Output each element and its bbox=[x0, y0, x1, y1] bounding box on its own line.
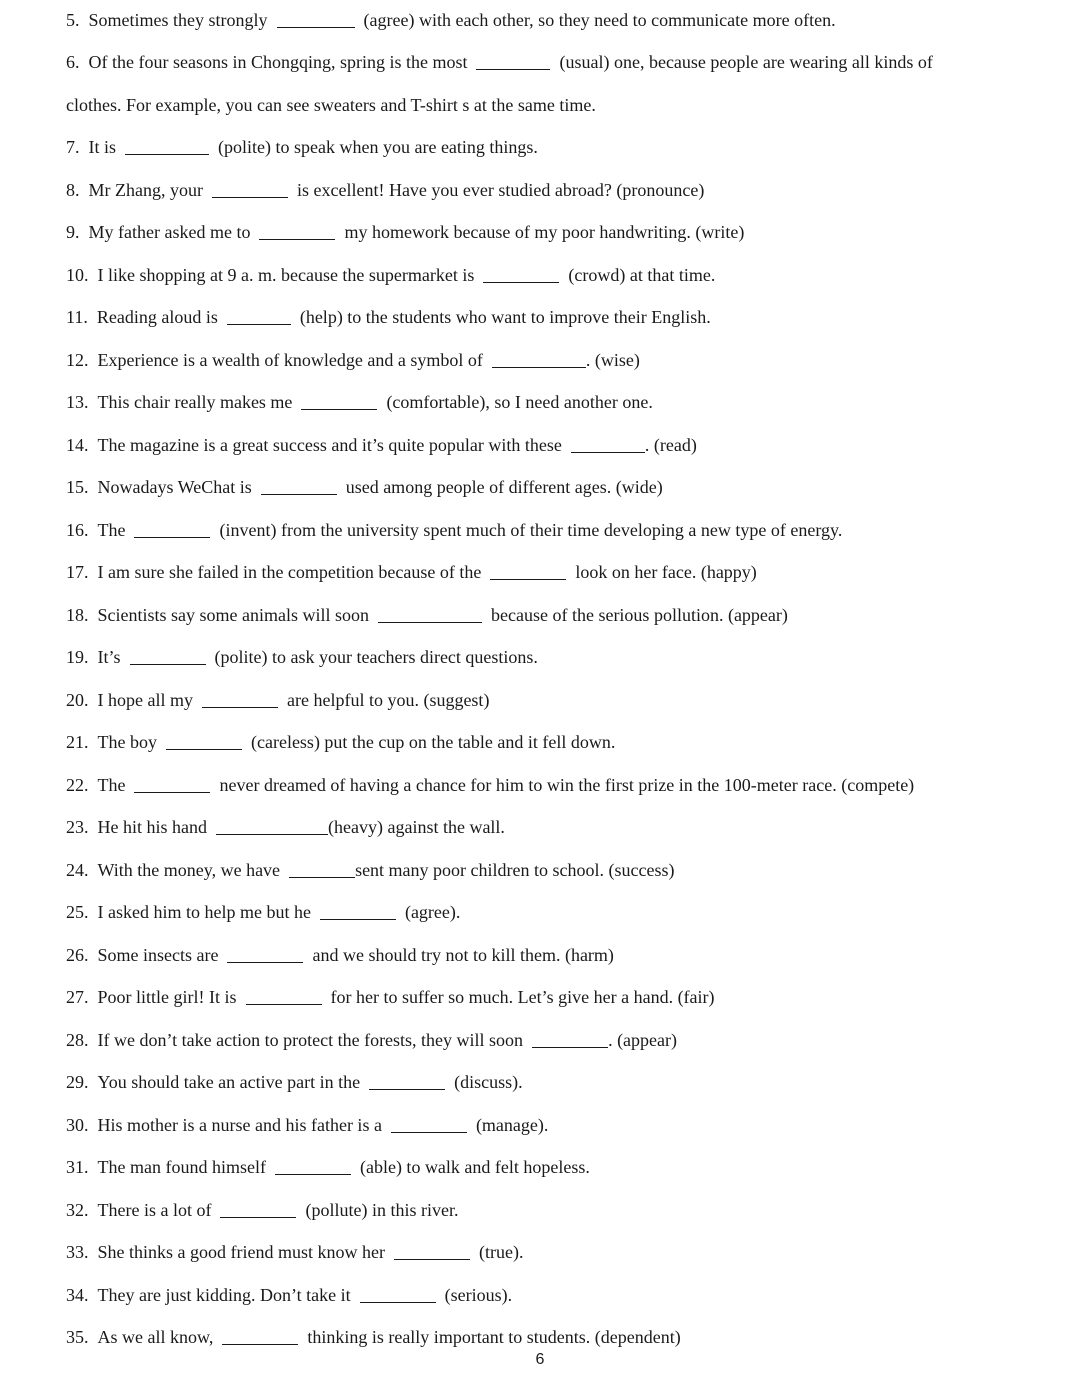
question-text: (discuss). bbox=[454, 1072, 523, 1092]
answer-blank[interactable] bbox=[483, 281, 559, 283]
question-number: 18. bbox=[66, 605, 89, 625]
answer-blank[interactable] bbox=[227, 961, 303, 963]
question-text: and we should try not to kill them. (harm) bbox=[312, 945, 614, 965]
question-14 bbox=[66, 434, 1060, 456]
answer-blank[interactable] bbox=[391, 1131, 467, 1133]
answer-blank[interactable] bbox=[227, 323, 291, 325]
question-5 bbox=[66, 9, 1060, 31]
question-28 bbox=[66, 1029, 1060, 1051]
question-8 bbox=[66, 179, 1060, 201]
question-text: (heavy) against the wall. bbox=[328, 817, 505, 837]
question-number: 6. bbox=[66, 52, 80, 72]
question-text: (help) to the students who want to improve their English. bbox=[299, 307, 711, 327]
question-text: The bbox=[97, 775, 126, 795]
question-number: 28. bbox=[66, 1030, 89, 1050]
question-number: 9. bbox=[66, 222, 80, 242]
question-text: They are just kidding. Don’t take it bbox=[97, 1285, 351, 1305]
question-text: are helpful to you. (suggest) bbox=[286, 690, 490, 710]
question-text: sent many poor children to school. (success) bbox=[355, 860, 675, 880]
question-text: used among people of different ages. (wide) bbox=[345, 477, 663, 497]
question-text: I like shopping at 9 a. m. because the supermarket is bbox=[97, 265, 475, 285]
question-text: As we all know, bbox=[97, 1327, 214, 1347]
page-number: 6 bbox=[535, 1351, 545, 1368]
question-text: (comfortable), so I need another one. bbox=[386, 392, 653, 412]
question-text: (able) to walk and felt hopeless. bbox=[359, 1157, 590, 1177]
question-number: 26. bbox=[66, 945, 89, 965]
question-6 bbox=[66, 51, 1060, 73]
question-text: Experience is a wealth of knowledge and a symbol of bbox=[97, 350, 483, 370]
answer-blank[interactable] bbox=[394, 1258, 470, 1260]
answer-blank[interactable] bbox=[222, 1343, 298, 1345]
answer-blank[interactable] bbox=[360, 1301, 436, 1303]
question-text: The man found himself bbox=[97, 1157, 266, 1177]
question-12 bbox=[66, 349, 1060, 371]
question-text: is excellent! Have you ever studied abroad? (pronounce) bbox=[296, 180, 705, 200]
question-35 bbox=[66, 1326, 1060, 1348]
answer-blank[interactable] bbox=[216, 833, 328, 835]
question-number: 29. bbox=[66, 1072, 89, 1092]
question-number: 33. bbox=[66, 1242, 89, 1262]
question-text: This chair really makes me bbox=[97, 392, 293, 412]
answer-blank[interactable] bbox=[289, 876, 355, 878]
question-text: (manage). bbox=[475, 1115, 549, 1135]
question-number: 12. bbox=[66, 350, 89, 370]
question-21 bbox=[66, 731, 1060, 753]
answer-blank[interactable] bbox=[532, 1046, 608, 1048]
question-number: 35. bbox=[66, 1327, 89, 1347]
question-number: 10. bbox=[66, 265, 89, 285]
answer-blank[interactable] bbox=[369, 1088, 445, 1090]
question-text: Of the four seasons in Chongqing, spring is the most bbox=[88, 52, 468, 72]
question-text: She thinks a good friend must know her bbox=[97, 1242, 385, 1262]
question-23 bbox=[66, 816, 1060, 838]
question-24 bbox=[66, 859, 1060, 881]
question-text: . (read) bbox=[644, 435, 697, 455]
question-text: Sometimes they strongly bbox=[88, 10, 268, 30]
question-number: 15. bbox=[66, 477, 89, 497]
question-text: The boy bbox=[97, 732, 157, 752]
question-text: for her to suffer so much. Let’s give her a hand. (fair) bbox=[330, 987, 715, 1007]
question-number: 22. bbox=[66, 775, 89, 795]
question-20 bbox=[66, 689, 1060, 711]
question-text: look on her face. (happy) bbox=[575, 562, 757, 582]
question-34 bbox=[66, 1284, 1060, 1306]
question-32 bbox=[66, 1199, 1060, 1221]
question-text: (true). bbox=[478, 1242, 524, 1262]
answer-blank[interactable] bbox=[277, 26, 355, 28]
question-30 bbox=[66, 1114, 1060, 1136]
question-number: 32. bbox=[66, 1200, 89, 1220]
question-text: He hit his hand bbox=[97, 817, 207, 837]
question-number: 17. bbox=[66, 562, 89, 582]
question-number: 16. bbox=[66, 520, 89, 540]
answer-blank[interactable] bbox=[571, 451, 645, 453]
question-22 bbox=[66, 774, 1060, 796]
question-text: Scientists say some animals will soon bbox=[97, 605, 369, 625]
question-text: clothes. For example, you can see sweaters and T-shirt s at the same time. bbox=[66, 95, 596, 115]
question-number: 24. bbox=[66, 860, 89, 880]
question-number: 34. bbox=[66, 1285, 89, 1305]
question-text: Some insects are bbox=[97, 945, 219, 965]
question-number: 20. bbox=[66, 690, 89, 710]
question-text: (crowd) at that time. bbox=[568, 265, 716, 285]
question-text: Mr Zhang, your bbox=[88, 180, 203, 200]
answer-blank[interactable] bbox=[134, 536, 210, 538]
answer-blank[interactable] bbox=[378, 621, 482, 623]
answer-blank[interactable] bbox=[220, 1216, 296, 1218]
question-text: (agree). bbox=[404, 902, 461, 922]
question-9 bbox=[66, 221, 1060, 243]
answer-blank[interactable] bbox=[275, 1173, 351, 1175]
question-text: Poor little girl! It is bbox=[97, 987, 237, 1007]
answer-blank[interactable] bbox=[259, 238, 335, 240]
question-11 bbox=[66, 306, 1060, 328]
question-10 bbox=[66, 264, 1060, 286]
question-number: 27. bbox=[66, 987, 89, 1007]
answer-blank[interactable] bbox=[261, 493, 337, 495]
question-number: 23. bbox=[66, 817, 89, 837]
question-number: 25. bbox=[66, 902, 89, 922]
question-number: 8. bbox=[66, 180, 80, 200]
question-18 bbox=[66, 604, 1060, 626]
question-text: The magazine is a great success and it’s quite popular with these bbox=[97, 435, 562, 455]
question-text: because of the serious pollution. (appear) bbox=[491, 605, 788, 625]
question-19 bbox=[66, 646, 1060, 668]
question-text: If we don’t take action to protect the forests, they will soon bbox=[97, 1030, 524, 1050]
answer-blank[interactable] bbox=[320, 918, 396, 920]
question-number: 13. bbox=[66, 392, 89, 412]
question-16 bbox=[66, 519, 1060, 541]
answer-blank[interactable] bbox=[301, 408, 377, 410]
question-number: 31. bbox=[66, 1157, 89, 1177]
question-text: (invent) from the university spent much of their time developing a new type of energy. bbox=[219, 520, 843, 540]
question-text: Reading aloud is bbox=[96, 307, 218, 327]
answer-blank[interactable] bbox=[134, 791, 210, 793]
answer-blank[interactable] bbox=[490, 578, 566, 580]
question-text: It’s bbox=[97, 647, 121, 667]
question-31 bbox=[66, 1156, 1060, 1178]
question-text: thinking is really important to students. (dependent) bbox=[307, 1327, 681, 1347]
question-number: 5. bbox=[66, 10, 80, 30]
question-number: 21. bbox=[66, 732, 89, 752]
question-text: I am sure she failed in the competition because of the bbox=[97, 562, 482, 582]
answer-blank[interactable] bbox=[130, 663, 206, 665]
question-text: (pollute) in this river. bbox=[305, 1200, 459, 1220]
question-25 bbox=[66, 901, 1060, 923]
answer-blank[interactable] bbox=[166, 748, 242, 750]
question-6-continuation bbox=[66, 94, 1060, 116]
question-text: . (wise) bbox=[585, 350, 640, 370]
question-text: I hope all my bbox=[97, 690, 193, 710]
question-text: (polite) to speak when you are eating things. bbox=[218, 137, 538, 157]
question-number: 30. bbox=[66, 1115, 89, 1135]
question-number: 14. bbox=[66, 435, 89, 455]
question-text: (agree) with each other, so they need to communicate more often. bbox=[363, 10, 836, 30]
question-text: The bbox=[97, 520, 126, 540]
question-text: (careless) put the cup on the table and it fell down. bbox=[250, 732, 616, 752]
question-text: . (appear) bbox=[608, 1030, 678, 1050]
question-text: You should take an active part in the bbox=[97, 1072, 361, 1092]
answer-blank[interactable] bbox=[212, 196, 288, 198]
question-26 bbox=[66, 944, 1060, 966]
question-text: My father asked me to bbox=[88, 222, 251, 242]
question-33 bbox=[66, 1241, 1060, 1263]
question-text: It is bbox=[88, 137, 117, 157]
question-15 bbox=[66, 476, 1060, 498]
question-27 bbox=[66, 986, 1060, 1008]
answer-blank[interactable] bbox=[125, 153, 209, 155]
question-text: There is a lot of bbox=[97, 1200, 212, 1220]
question-text: With the money, we have bbox=[97, 860, 281, 880]
question-7 bbox=[66, 136, 1060, 158]
question-text: (serious). bbox=[444, 1285, 513, 1305]
question-text: (polite) to ask your teachers direct questions. bbox=[214, 647, 538, 667]
question-number: 19. bbox=[66, 647, 89, 667]
question-text: I asked him to help me but he bbox=[97, 902, 311, 922]
question-text: Nowadays WeChat is bbox=[97, 477, 252, 497]
question-text: never dreamed of having a chance for him to win the first prize in the 100-meter race. (compete) bbox=[219, 775, 915, 795]
question-number: 7. bbox=[66, 137, 80, 157]
question-13 bbox=[66, 391, 1060, 413]
answer-blank[interactable] bbox=[476, 68, 550, 70]
question-29 bbox=[66, 1071, 1060, 1093]
question-text: His mother is a nurse and his father is a bbox=[97, 1115, 382, 1135]
answer-blank[interactable] bbox=[202, 706, 278, 708]
question-17 bbox=[66, 561, 1060, 583]
question-text: my homework because of my poor handwriting. (write) bbox=[344, 222, 745, 242]
question-number: 11. bbox=[66, 307, 88, 327]
answer-blank[interactable] bbox=[246, 1003, 322, 1005]
question-text: (usual) one, because people are wearing all kinds of bbox=[559, 52, 933, 72]
answer-blank[interactable] bbox=[492, 366, 586, 368]
